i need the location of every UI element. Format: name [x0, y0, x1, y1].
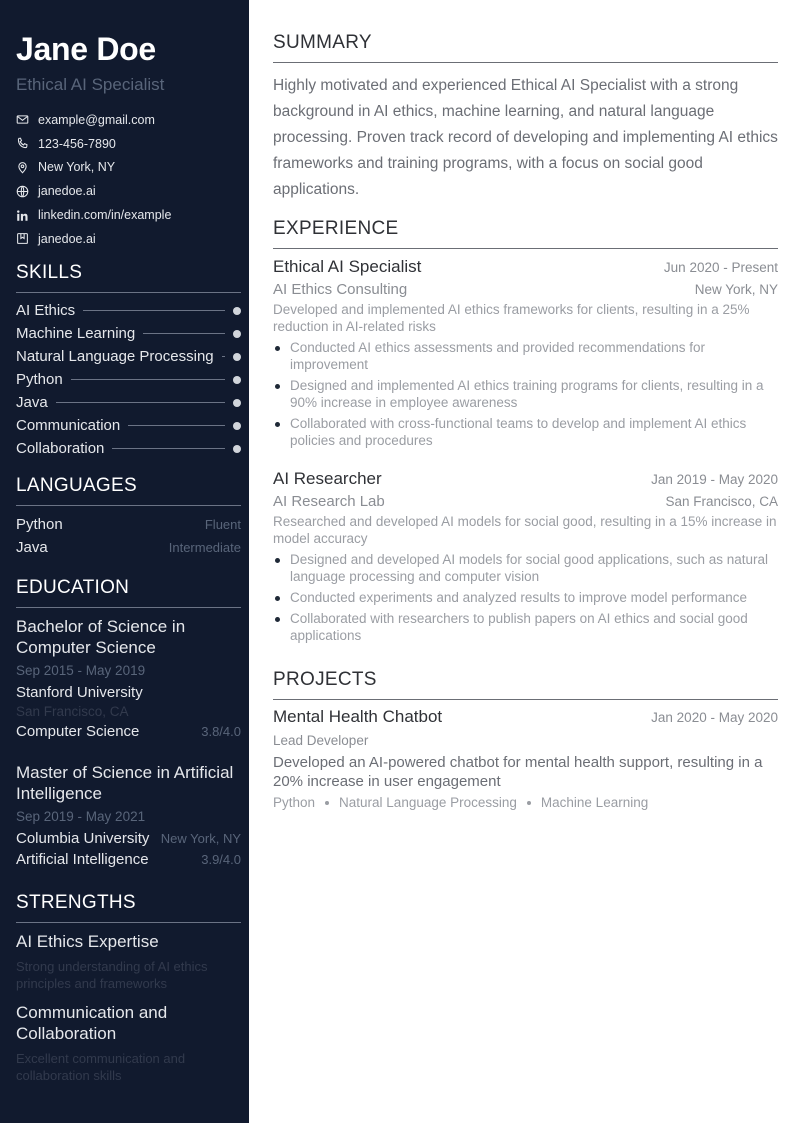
project-header: [273, 707, 778, 727]
education-dates: Sep 2019 - May 2021: [16, 809, 146, 824]
project-tag: Python: [273, 795, 316, 810]
skill-dot: [233, 353, 241, 361]
skill-dot: [233, 399, 241, 407]
skill-line: [222, 356, 225, 357]
project-role: Lead Developer: [273, 733, 369, 748]
education-school: Stanford University: [16, 684, 143, 701]
contact-email-text: example@gmail.com: [38, 112, 155, 127]
skill-label: Machine Learning: [16, 325, 136, 342]
experience-dates: Jan 2019 - May 2020: [651, 472, 778, 487]
skill-dot: [233, 376, 241, 384]
skill-line: [56, 402, 225, 403]
education-location: New York, NY: [160, 831, 241, 846]
contact-phone[interactable]: [16, 132, 240, 156]
experience-location: New York, NY: [694, 282, 778, 297]
education-field-row: [16, 723, 241, 740]
education-heading: EDUCATION: [16, 577, 241, 608]
languages-heading: LANGUAGES: [16, 475, 241, 506]
skill-dot: [233, 422, 241, 430]
education-item: [16, 616, 241, 740]
education-dates: Sep 2015 - May 2019: [16, 663, 146, 678]
skill-label: Java: [16, 394, 48, 411]
language-level: Fluent: [204, 517, 241, 532]
experience-bullet: Collaborated with cross-functional teams to develop and implement AI ethics policies and procedures: [273, 415, 778, 449]
skill-line: [143, 333, 225, 334]
education-school: Columbia University: [16, 830, 150, 847]
skill-label: Collaboration: [16, 440, 105, 457]
skills-heading: SKILLS: [16, 262, 241, 293]
linkedin-icon: [16, 209, 29, 222]
strength-desc: Excellent communication and collaboration skills: [16, 1051, 186, 1083]
skill-item: [16, 299, 241, 322]
language-level: Intermediate: [168, 540, 241, 555]
education-gpa: 3.8/4.0: [201, 724, 241, 739]
experience-header: [273, 257, 778, 277]
skill-item: [16, 414, 241, 437]
project-tags: [273, 795, 778, 810]
contact-linkedin-text: linkedin.com/in/example: [38, 208, 172, 223]
project-tag: Natural Language Processing: [339, 795, 517, 810]
experience-heading: EXPERIENCE: [273, 218, 778, 249]
skill-dot: [233, 330, 241, 338]
experience-bullet: Conducted AI ethics assessments and provided recommendations for improvement: [273, 339, 778, 373]
strength-item: [16, 931, 241, 992]
contact-location-text: New York, NY: [38, 160, 116, 175]
experience-bullet: Conducted experiments and analyzed results to improve model performance: [273, 589, 778, 606]
contact-linkedin[interactable]: [16, 203, 240, 227]
experience-subheader: [273, 493, 778, 510]
contact-location: [16, 156, 240, 180]
experience-title: AI Researcher: [273, 469, 382, 488]
skill-line: [128, 425, 225, 426]
projects-heading: PROJECTS: [273, 669, 778, 700]
phone-icon: [16, 137, 29, 150]
education-degree: Master of Science in Artificial Intelligence: [16, 763, 234, 803]
education-item: [16, 762, 241, 868]
experience-item: [273, 469, 778, 648]
skill-item: [16, 322, 241, 345]
skill-dot: [233, 307, 241, 315]
contact-website[interactable]: [16, 179, 240, 203]
skill-label: Communication: [16, 417, 121, 434]
skill-item: [16, 437, 241, 460]
skill-line: [83, 310, 225, 311]
education-school-row: [16, 830, 241, 847]
experience-subheader: [273, 281, 778, 298]
experience-bullet: Collaborated with researchers to publish papers on AI ethics and social good applications: [273, 610, 778, 644]
experience-desc: Developed and implemented AI ethics frameworks for clients, resulting in a 25% reduction in AI-related risks: [273, 302, 750, 334]
tag-separator: [527, 801, 531, 805]
experience-item: [273, 257, 778, 453]
experience-desc: Researched and developed AI models for social good, resulting in a 15% increase in model accuracy: [273, 514, 777, 546]
summary-heading: SUMMARY: [273, 32, 778, 63]
experience-location: San Francisco, CA: [665, 494, 778, 509]
language-item: [16, 536, 241, 559]
strengths-heading: STRENGTHS: [16, 892, 241, 923]
experience-bullets: [273, 551, 778, 644]
skill-dot: [233, 445, 241, 453]
skill-label: Natural Language Processing: [16, 348, 214, 365]
languages-list: [16, 513, 241, 559]
education-location: San Francisco, CA: [16, 704, 129, 719]
globe-icon: [16, 185, 29, 198]
contact-portfolio[interactable]: [16, 227, 240, 251]
bookmark-icon: [16, 232, 29, 245]
education-field-row: [16, 851, 241, 868]
mail-icon: [16, 113, 29, 126]
location-pin-icon: [16, 161, 29, 174]
skill-line: [71, 379, 225, 380]
education-field: Artificial Intelligence: [16, 851, 149, 868]
skill-item: [16, 368, 241, 391]
skill-line: [112, 448, 225, 449]
contact-email[interactable]: [16, 108, 240, 132]
experience-bullet: Designed and implemented AI ethics training programs for clients, resulting in a 90% increase in employee awareness: [273, 377, 778, 411]
tag-separator: [325, 801, 329, 805]
candidate-title: Ethical AI Specialist: [16, 75, 165, 94]
project-title: Mental Health Chatbot: [273, 707, 443, 726]
language-name: Java: [16, 539, 48, 556]
experience-header: [273, 469, 778, 489]
education-school-row: [16, 684, 241, 701]
project-dates: Jan 2020 - May 2020: [651, 710, 778, 725]
project-desc: Developed an AI-powered chatbot for mental health support, resulting in a 20% increase in user engagement: [273, 754, 763, 790]
skill-label: Python: [16, 371, 63, 388]
strength-title: AI Ethics Expertise: [16, 932, 159, 951]
education-gpa: 3.9/4.0: [201, 852, 241, 867]
skill-label: AI Ethics: [16, 302, 76, 319]
project-tag: Machine Learning: [540, 795, 649, 810]
experience-bullet: Designed and developed AI models for social good applications, such as natural language processing and computer vision: [273, 551, 778, 585]
experience-company: AI Ethics Consulting: [273, 281, 408, 298]
strength-desc: Strong understanding of AI ethics principles and frameworks: [16, 959, 208, 991]
summary-text: Highly motivated and experienced Ethical AI Specialist with a strong background in AI ethics, machine learning, and natural language processing. Proven track record of developing and implementing AI ethics frameworks and training programs, with a focus on social good applications.: [273, 77, 778, 198]
strength-title: Communication and Collaboration: [16, 1003, 168, 1043]
experience-company: AI Research Lab: [273, 493, 385, 510]
experience-bullets: [273, 339, 778, 449]
strength-item: [16, 1002, 241, 1084]
skill-item: [16, 345, 241, 368]
skills-list: [16, 299, 241, 460]
language-item: [16, 513, 241, 536]
contact-list: [16, 108, 240, 251]
language-name: Python: [16, 516, 63, 533]
education-field: Computer Science: [16, 723, 140, 740]
experience-title: Ethical AI Specialist: [273, 257, 422, 276]
project-item: [273, 707, 778, 810]
contact-phone-text: 123-456-7890: [38, 136, 116, 151]
education-degree: Bachelor of Science in Computer Science: [16, 617, 186, 657]
candidate-name: Jane Doe: [16, 31, 156, 67]
contact-portfolio-text: janedoe.ai: [38, 231, 96, 246]
experience-dates: Jun 2020 - Present: [663, 260, 778, 275]
contact-website-text: janedoe.ai: [38, 184, 96, 199]
skill-item: [16, 391, 241, 414]
